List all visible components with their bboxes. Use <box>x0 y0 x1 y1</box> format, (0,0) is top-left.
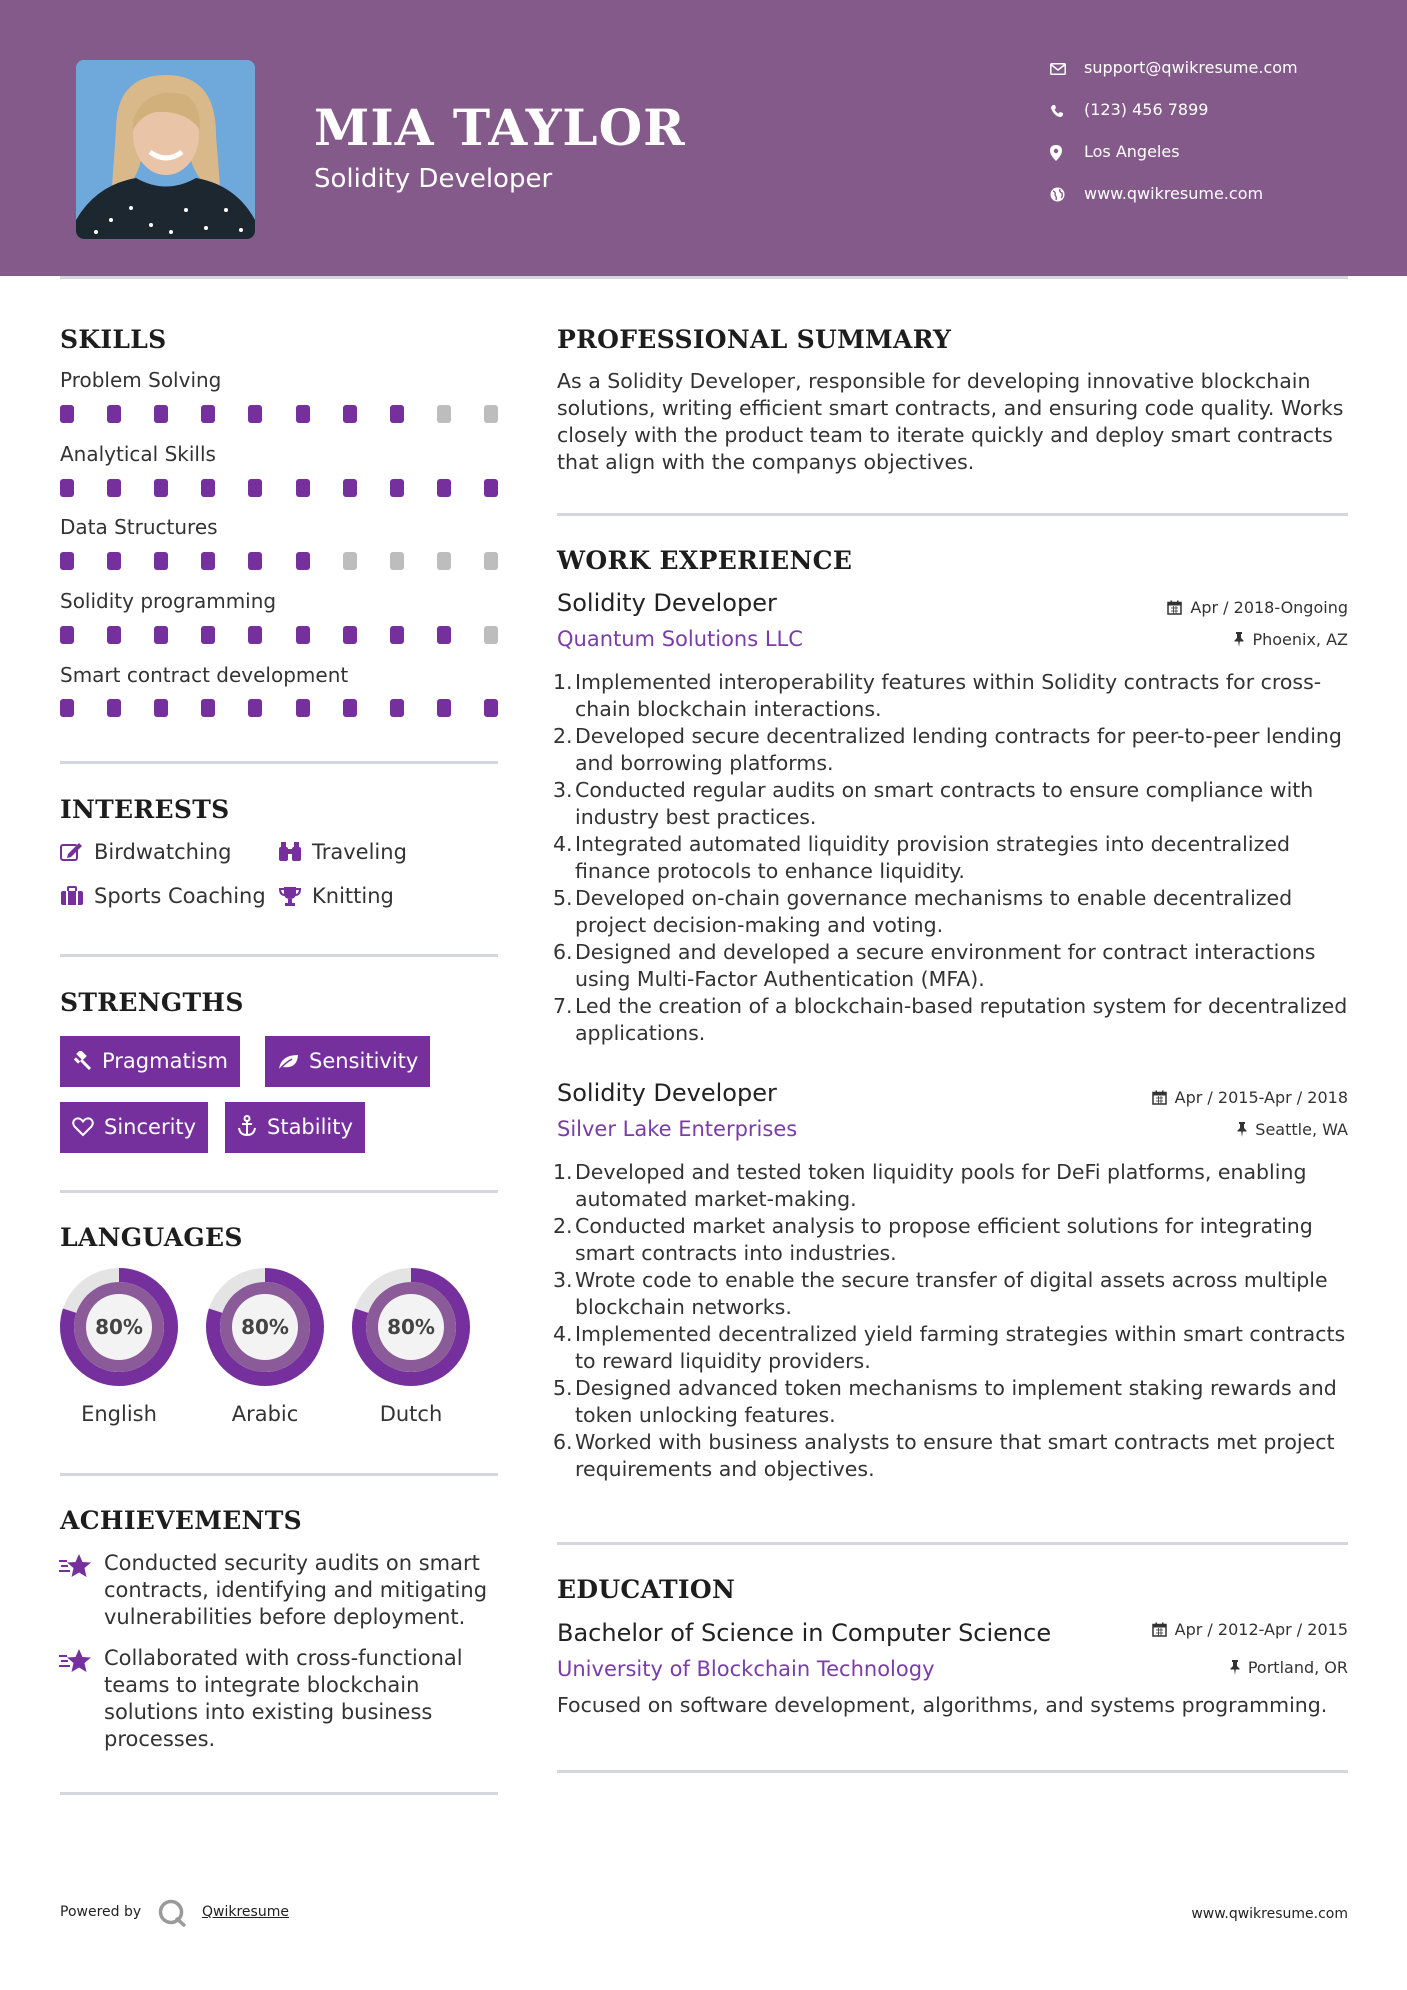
bullet-text: Developed secure decentralized lending contracts for peer-to-peer lending and borrowing platforms. <box>575 724 1342 775</box>
resume-header <box>0 0 1407 276</box>
candidate-title: Solidity Developer <box>314 164 553 194</box>
language-ring <box>204 1266 326 1388</box>
trophy-icon <box>278 884 312 908</box>
skill-dot-filled <box>154 479 168 497</box>
skill-dot-filled <box>248 552 262 570</box>
strength-label: Pragmatism <box>102 1049 228 1073</box>
skill-dot-filled <box>484 479 498 497</box>
list-item: 1. Developed and tested token liquidity pools for DeFi platforms, enabling automated market-making. <box>553 1160 1307 1211</box>
job-dates-text: Apr / 2018-Ongoing <box>1190 598 1348 617</box>
school-name: University of Blockchain Technology <box>557 1657 935 1681</box>
email-text: support@qwikresume.com <box>1084 58 1298 77</box>
star-icon <box>58 1648 92 1678</box>
education-description: Focused on software development, algorithms, and systems programming. <box>557 1693 1328 1717</box>
skill-dot-empty <box>484 552 498 570</box>
degree-title: Bachelor of Science in Computer Science <box>557 1619 1052 1647</box>
skill-dot-empty <box>343 552 357 570</box>
list-item: 5. Designed advanced token mechanisms to implement staking rewards and token unlocking features. <box>553 1376 1337 1427</box>
list-item: 2. Developed secure decentralized lending contracts for peer-to-peer lending and borrowing platforms. <box>553 724 1342 775</box>
skill-dot-filled <box>437 479 451 497</box>
leaf-icon <box>277 1049 309 1073</box>
language-name: Arabic <box>231 1402 299 1426</box>
list-item: 7. Led the creation of a blockchain-based reputation system for decentralized applications. <box>553 994 1348 1045</box>
bullet-text: Led the creation of a blockchain-based reputation system for decentralized applications. <box>575 994 1348 1045</box>
bullet-text: Conducted regular audits on smart contracts to ensure compliance with industry best practices. <box>575 778 1314 829</box>
section-divider <box>557 1542 1348 1545</box>
list-item: 2. Conducted market analysis to propose efficient solutions for integrating smart contracts into industries. <box>553 1214 1313 1265</box>
profile-photo <box>76 60 255 239</box>
qwikresume-link[interactable]: Qwikresume <box>202 1904 289 1920</box>
strength-tag <box>60 1036 240 1087</box>
qwikresume-logo-icon <box>157 1899 189 1931</box>
section-divider <box>60 954 498 957</box>
skill-dot-filled <box>107 699 121 717</box>
skill-name: Smart contract development <box>60 663 349 687</box>
skill-name: Data Structures <box>60 515 218 539</box>
language-name: English <box>81 1402 157 1426</box>
language-ring <box>350 1266 472 1388</box>
phone-icon <box>1050 100 1084 119</box>
skill-dot-filled <box>296 405 310 423</box>
anchor-icon <box>237 1115 267 1139</box>
interest-item <box>278 840 407 864</box>
list-item: 3. Conducted regular audits on smart contracts to ensure compliance with industry best practices. <box>553 778 1314 829</box>
strengths-heading: STRENGTHS <box>60 988 244 1017</box>
section-divider <box>557 1770 1348 1773</box>
pin-icon <box>1230 1658 1248 1677</box>
company-name: Quantum Solutions LLC <box>557 627 803 651</box>
experience-heading: WORK EXPERIENCE <box>557 546 853 575</box>
skill-dot-filled <box>248 626 262 644</box>
interests-heading: INTERESTS <box>60 795 230 824</box>
bullet-text: Wrote code to enable the secure transfer of digital assets across multiple blockchain networks. <box>575 1268 1328 1319</box>
education-location <box>1230 1658 1348 1677</box>
skill-dot-filled <box>343 405 357 423</box>
skill-dot-filled <box>343 479 357 497</box>
interest-item <box>60 840 231 864</box>
skill-dot-filled <box>107 479 121 497</box>
education-heading: EDUCATION <box>557 1575 736 1604</box>
edit-icon <box>60 840 94 864</box>
briefcase-icon <box>60 884 94 908</box>
language-percent: 80% <box>387 1315 435 1339</box>
skill-dot-filled <box>248 405 262 423</box>
skill-dot-filled <box>248 699 262 717</box>
job-location <box>1237 1120 1348 1139</box>
pin-icon <box>1234 630 1252 649</box>
skill-dot-empty <box>437 552 451 570</box>
skill-dot-filled <box>296 552 310 570</box>
skill-dot-filled <box>296 626 310 644</box>
skill-dot-empty <box>484 405 498 423</box>
list-item: 6. Designed and developed a secure environment for contract interactions using Multi-Factor Authentication (MFA). <box>553 940 1316 991</box>
job-location <box>1234 630 1348 649</box>
skill-name: Problem Solving <box>60 368 222 392</box>
skill-dot-filled <box>248 479 262 497</box>
skill-rating <box>60 552 498 570</box>
language-ring <box>58 1266 180 1388</box>
globe-icon <box>1050 184 1084 203</box>
footer-website-link[interactable]: www.qwikresume.com <box>1191 1906 1348 1922</box>
languages-heading: LANGUAGES <box>60 1223 243 1252</box>
skill-name: Solidity programming <box>60 589 277 613</box>
skill-dot-filled <box>60 405 74 423</box>
list-item: 4. Integrated automated liquidity provision strategies into decentralized finance protocols to enhance liquidity. <box>553 832 1290 883</box>
list-item: 6. Worked with business analysts to ensure that smart contracts met project requirements and objectives. <box>553 1430 1335 1481</box>
map-marker-icon <box>1050 142 1084 161</box>
bullet-text: Designed advanced token mechanisms to implement staking rewards and token unlocking features. <box>575 1376 1337 1427</box>
phone-text: (123) 456 7899 <box>1084 100 1209 119</box>
calendar-icon <box>1152 1088 1175 1107</box>
strength-label: Stability <box>267 1115 353 1139</box>
list-item: 4. Implemented decentralized yield farming strategies within smart contracts to reward liquidity providers. <box>553 1322 1346 1373</box>
header-divider <box>60 276 1348 279</box>
skill-rating <box>60 699 498 717</box>
skill-rating <box>60 405 498 423</box>
strength-tag <box>60 1102 208 1153</box>
section-divider <box>60 1473 498 1476</box>
bullet-text: Implemented interoperability features within Solidity contracts for cross-chain blockchain interactions. <box>575 670 1322 721</box>
section-divider <box>60 1190 498 1193</box>
contact-email[interactable] <box>1050 58 1298 82</box>
job-bullets <box>553 1159 1357 1483</box>
section-divider <box>60 761 498 764</box>
skill-dot-filled <box>437 626 451 644</box>
language-percent: 80% <box>95 1315 143 1339</box>
skill-dot-filled <box>60 479 74 497</box>
interest-item <box>278 884 394 908</box>
skill-name: Analytical Skills <box>60 442 216 466</box>
language-percent: 80% <box>241 1315 289 1339</box>
skill-dot-filled <box>201 552 215 570</box>
strength-label: Sensitivity <box>309 1049 419 1073</box>
skill-dot-filled <box>296 479 310 497</box>
list-item: 3. Wrote code to enable the secure transfer of digital assets across multiple blockchain networks. <box>553 1268 1328 1319</box>
skill-dot-filled <box>484 699 498 717</box>
gavel-icon <box>72 1049 102 1073</box>
skill-dot-filled <box>390 699 404 717</box>
skill-dot-filled <box>296 699 310 717</box>
skill-dot-empty <box>390 552 404 570</box>
skill-dot-filled <box>201 479 215 497</box>
summary-text: As a Solidity Developer, responsible for developing innovative blockchain solutions, writing efficient smart contracts, and ensuring code quality. Works closely with the product team to iterate quickly and deploy smart contracts that align with the companys objectives. <box>557 369 1344 474</box>
star-icon <box>58 1553 92 1583</box>
bullet-text: Implemented decentralized yield farming strategies within smart contracts to reward liquidity providers. <box>575 1322 1346 1373</box>
contact-location <box>1050 142 1180 166</box>
strength-tag <box>265 1036 430 1087</box>
skill-dot-filled <box>60 699 74 717</box>
location-text: Los Angeles <box>1084 142 1180 161</box>
job-dates-text: Apr / 2015-Apr / 2018 <box>1174 1088 1348 1107</box>
candidate-name: MIA TAYLOR <box>314 98 686 157</box>
interest-label: Knitting <box>312 884 394 908</box>
achievement-item: Collaborated with cross-functional teams to integrate blockchain solutions into existing business processes. <box>104 1646 463 1751</box>
skill-dot-filled <box>390 479 404 497</box>
bullet-text: Integrated automated liquidity provision strategies into decentralized finance protocols to enhance liquidity. <box>575 832 1290 883</box>
interest-label: Birdwatching <box>94 840 232 864</box>
strength-tag <box>225 1102 365 1153</box>
pin-icon <box>1237 1120 1255 1139</box>
bullet-text: Developed and tested token liquidity pools for DeFi platforms, enabling automated market-making. <box>575 1160 1307 1211</box>
envelope-icon <box>1050 58 1084 77</box>
job-title: Solidity Developer <box>557 1079 777 1107</box>
skill-dot-filled <box>154 626 168 644</box>
skill-dot-filled <box>154 552 168 570</box>
skill-dot-filled <box>154 405 168 423</box>
bullet-text: Worked with business analysts to ensure that smart contracts met project requirements and objectives. <box>575 1430 1335 1481</box>
skill-dot-empty <box>484 626 498 644</box>
skills-heading: SKILLS <box>60 325 167 354</box>
education-dates-text: Apr / 2012-Apr / 2015 <box>1174 1620 1348 1639</box>
job-dates <box>1167 598 1348 617</box>
skill-dot-filled <box>390 405 404 423</box>
skill-dot-filled <box>201 699 215 717</box>
skill-dot-filled <box>107 552 121 570</box>
education-location-text: Portland, OR <box>1247 1658 1348 1677</box>
contact-phone[interactable] <box>1050 100 1208 124</box>
job-location-text: Phoenix, AZ <box>1252 630 1348 649</box>
language-name: Dutch <box>379 1402 443 1426</box>
summary-heading: PROFESSIONAL SUMMARY <box>557 325 952 354</box>
job-bullets <box>553 669 1357 1047</box>
skill-dot-filled <box>107 405 121 423</box>
interest-item <box>60 884 266 908</box>
job-title: Solidity Developer <box>557 589 777 617</box>
skill-dot-filled <box>107 626 121 644</box>
skill-dot-filled <box>201 626 215 644</box>
job-dates <box>1152 1088 1348 1107</box>
education-dates <box>1152 1620 1348 1639</box>
strength-label: Sincerity <box>104 1115 197 1139</box>
interest-label: Traveling <box>312 840 407 864</box>
bullet-text: Designed and developed a secure environment for contract interactions using Multi-Factor Authentication (MFA). <box>575 940 1316 991</box>
skill-dot-filled <box>343 626 357 644</box>
skill-rating <box>60 626 498 644</box>
section-divider <box>60 1792 498 1795</box>
achievement-item: Conducted security audits on smart contracts, identifying and mitigating vulnerabilities before deployment. <box>104 1551 488 1629</box>
list-item: 5. Developed on-chain governance mechanisms to enable decentralized project decision-making and voting. <box>553 886 1293 937</box>
calendar-icon <box>1152 1620 1175 1639</box>
skill-dot-filled <box>343 699 357 717</box>
skill-dot-filled <box>154 699 168 717</box>
bullet-text: Developed on-chain governance mechanisms to enable decentralized project decision-making and voting. <box>575 886 1293 937</box>
list-item: 1. Implemented interoperability features within Solidity contracts for cross-chain blockchain interactions. <box>553 670 1322 721</box>
job-location-text: Seattle, WA <box>1255 1120 1348 1139</box>
binoculars-icon <box>278 840 312 864</box>
skill-dot-filled <box>437 699 451 717</box>
skill-rating <box>60 479 498 497</box>
interest-label: Sports Coaching <box>94 884 266 908</box>
skill-dot-filled <box>60 626 74 644</box>
heart-icon <box>72 1115 104 1139</box>
section-divider <box>557 513 1348 516</box>
skill-dot-filled <box>390 626 404 644</box>
contact-website[interactable] <box>1050 184 1263 208</box>
bullet-text: Conducted market analysis to propose efficient solutions for integrating smart contracts into industries. <box>575 1214 1313 1265</box>
website-text: www.qwikresume.com <box>1084 184 1264 203</box>
skill-dot-filled <box>60 552 74 570</box>
company-name: Silver Lake Enterprises <box>557 1117 798 1141</box>
skill-dot-filled <box>201 405 215 423</box>
skill-dot-empty <box>437 405 451 423</box>
calendar-icon <box>1167 598 1190 617</box>
achievements-heading: ACHIEVEMENTS <box>60 1506 302 1535</box>
powered-by-label: Powered by <box>60 1904 142 1920</box>
